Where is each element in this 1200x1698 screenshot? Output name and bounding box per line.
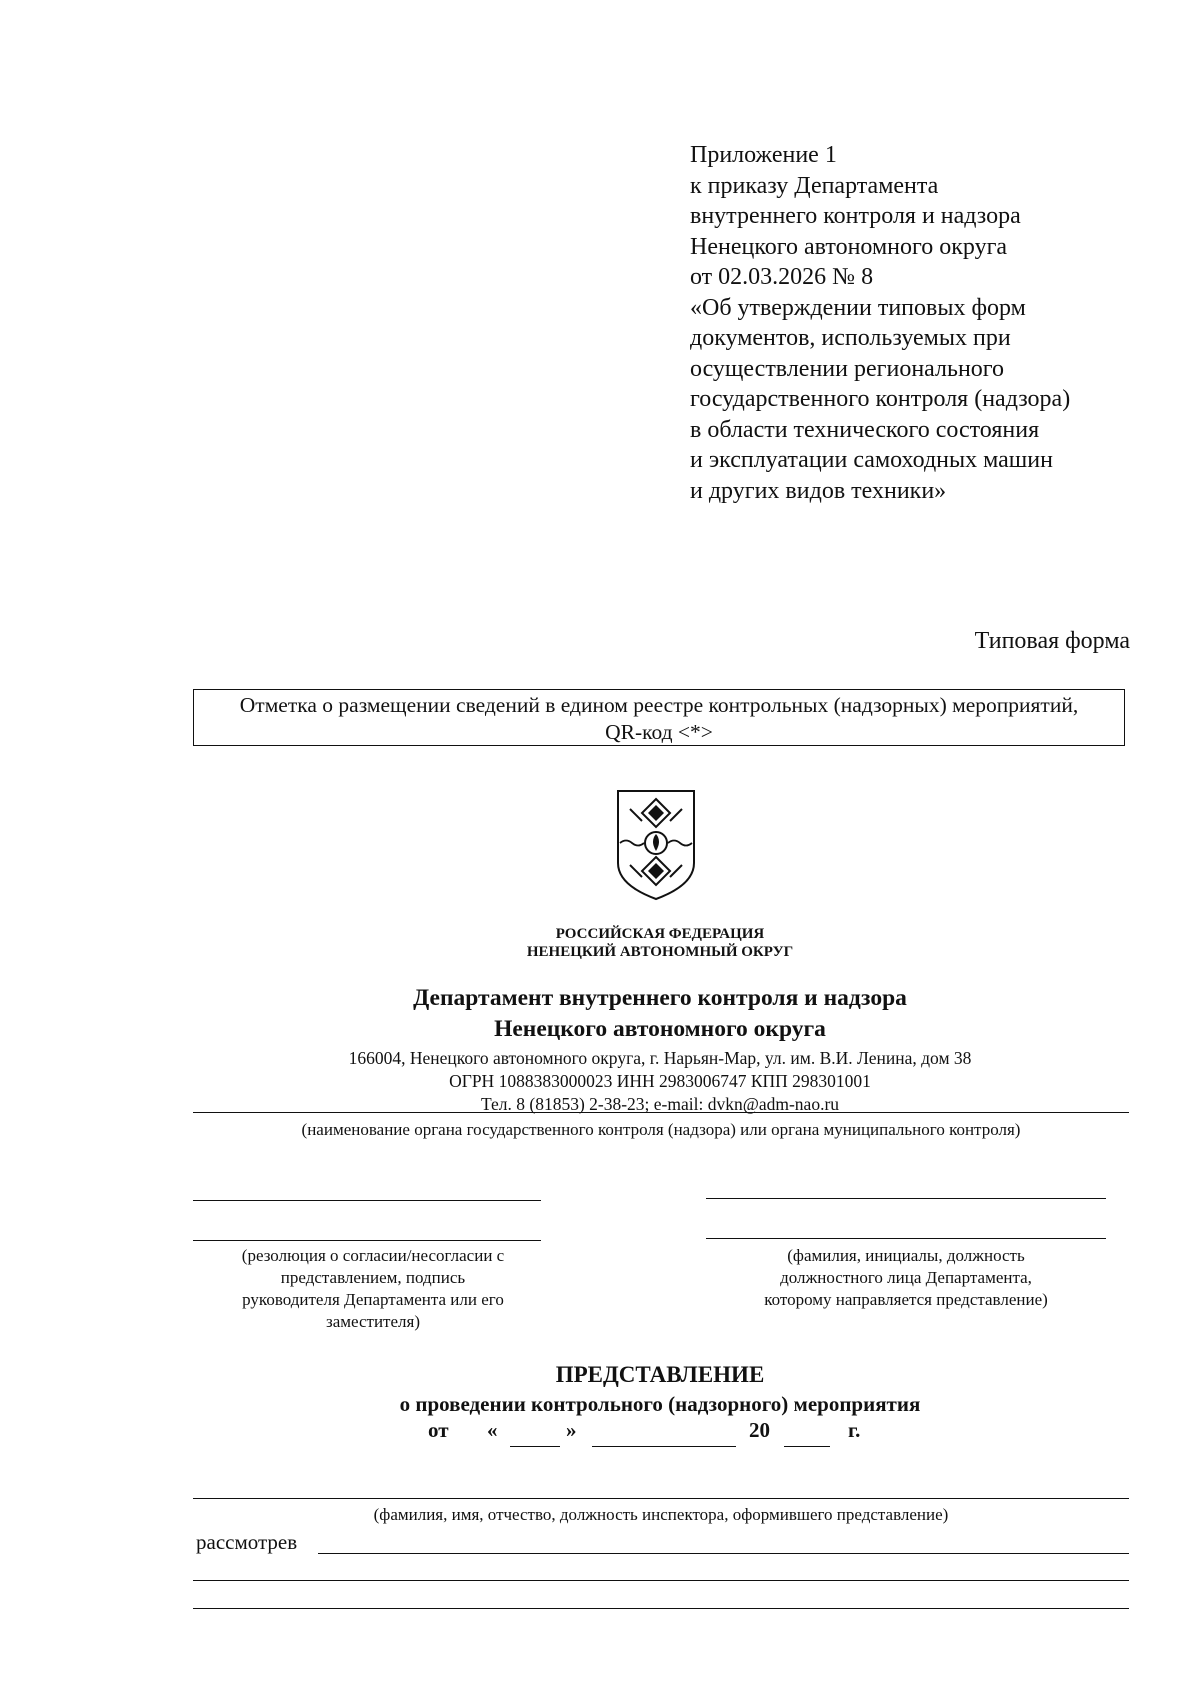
appendix-line: от 02.03.2026 № 8 [690,264,874,290]
department-name-line2: Ненецкого автономного округа [494,1016,826,1042]
resolution-line-2 [193,1240,541,1241]
date-year-suffix: г. [848,1418,861,1442]
addressee-caption-line: должностного лица Департамента, [780,1268,1032,1287]
department-registration: ОГРН 1088383000023 ИНН 2983006747 КПП 298301001 [449,1071,871,1091]
department-contacts: Тел. 8 (81853) 2-38-23; e-mail: dvkn@adm-nao.ru [480,1094,840,1114]
resolution-caption-line: (резолюция о согласии/несогласии с [241,1246,505,1265]
resolution-caption-line: представлением, подпись [280,1268,466,1287]
considering-label: рассмотрев [196,1530,298,1554]
considering-line-3[interactable] [193,1608,1129,1609]
addressee-caption [706,1245,1106,1311]
resolution-caption-line: руководителя Департамента или его [242,1290,504,1309]
considering-line-2[interactable] [193,1580,1129,1581]
registry-mark-box [193,689,1125,746]
department-name-line1: Департамент внутреннего контроля и надзора [413,985,907,1011]
date-quote-close: » [566,1418,577,1442]
appendix-line: Приложение 1 [690,142,837,168]
country-label: РОССИЙСКАЯ ФЕДЕРАЦИЯ [555,926,765,942]
appendix-line: Ненецкого автономного округа [690,233,1008,260]
resolution-caption [193,1245,553,1333]
appendix-line: государственного контроля (надзора) [690,386,1071,412]
form-type-label: Типовая форма [974,628,1130,654]
inspector-line [193,1498,1129,1499]
nao-coat-of-arms-icon [612,785,700,905]
registry-mark-line1: Отметка о размещении сведений в едином реестре контрольных (надзорных) мероприятий, [239,693,1079,717]
document-title: ПРЕДСТАВЛЕНИЕ [555,1362,765,1387]
org-name-line [193,1112,1129,1113]
addressee-line-2 [706,1238,1106,1239]
addressee-caption-line: которому направляется представление) [764,1290,1048,1309]
date-quote-open: « [487,1418,498,1442]
appendix-line: к приказу Департамента [690,172,939,199]
date-year-prefix: 20 [749,1418,770,1442]
appendix-line: в области технического состояния [690,416,1040,443]
appendix-line: и эксплуатации самоходных машин [690,447,1053,473]
resolution-caption-line: заместителя) [326,1312,420,1331]
resolution-line-1 [193,1200,541,1201]
department-address: 166004, Ненецкого автономного округа, г. Нарьян-Мар, ул. им. В.И. Ленина, дом 38 [348,1048,972,1068]
org-name-caption: (наименование органа государственного контроля (надзора) или органа муниципального контроля) [301,1120,1021,1139]
addressee-line-1 [706,1198,1106,1199]
considering-line-1[interactable] [318,1553,1129,1554]
appendix-line: и других видов техники» [690,477,947,504]
addressee-caption-line: (фамилия, инициалы, должность [787,1246,1025,1265]
date-year-field[interactable] [784,1428,830,1452]
appendix-line: «Об утверждении типовых форм [690,294,1026,321]
document-subtitle: о проведении контрольного (надзорного) мероприятия [399,1392,921,1416]
date-day-field[interactable] [510,1428,560,1452]
appendix-block [690,140,1070,506]
appendix-line: документов, используемых при [690,325,1011,351]
date-from-label: от [428,1418,449,1442]
appendix-line: осуществлении регионального [690,355,1005,382]
appendix-line: внутреннего контроля и надзора [690,203,1021,229]
inspector-caption: (фамилия, имя, отчество, должность инспектора, оформившего представление) [373,1505,949,1524]
region-label: НЕНЕЦКИЙ АВТОНОМНЫЙ ОКРУГ [526,944,794,960]
registry-mark-line2: QR-код <*> [605,720,713,744]
date-month-field[interactable] [592,1428,736,1452]
